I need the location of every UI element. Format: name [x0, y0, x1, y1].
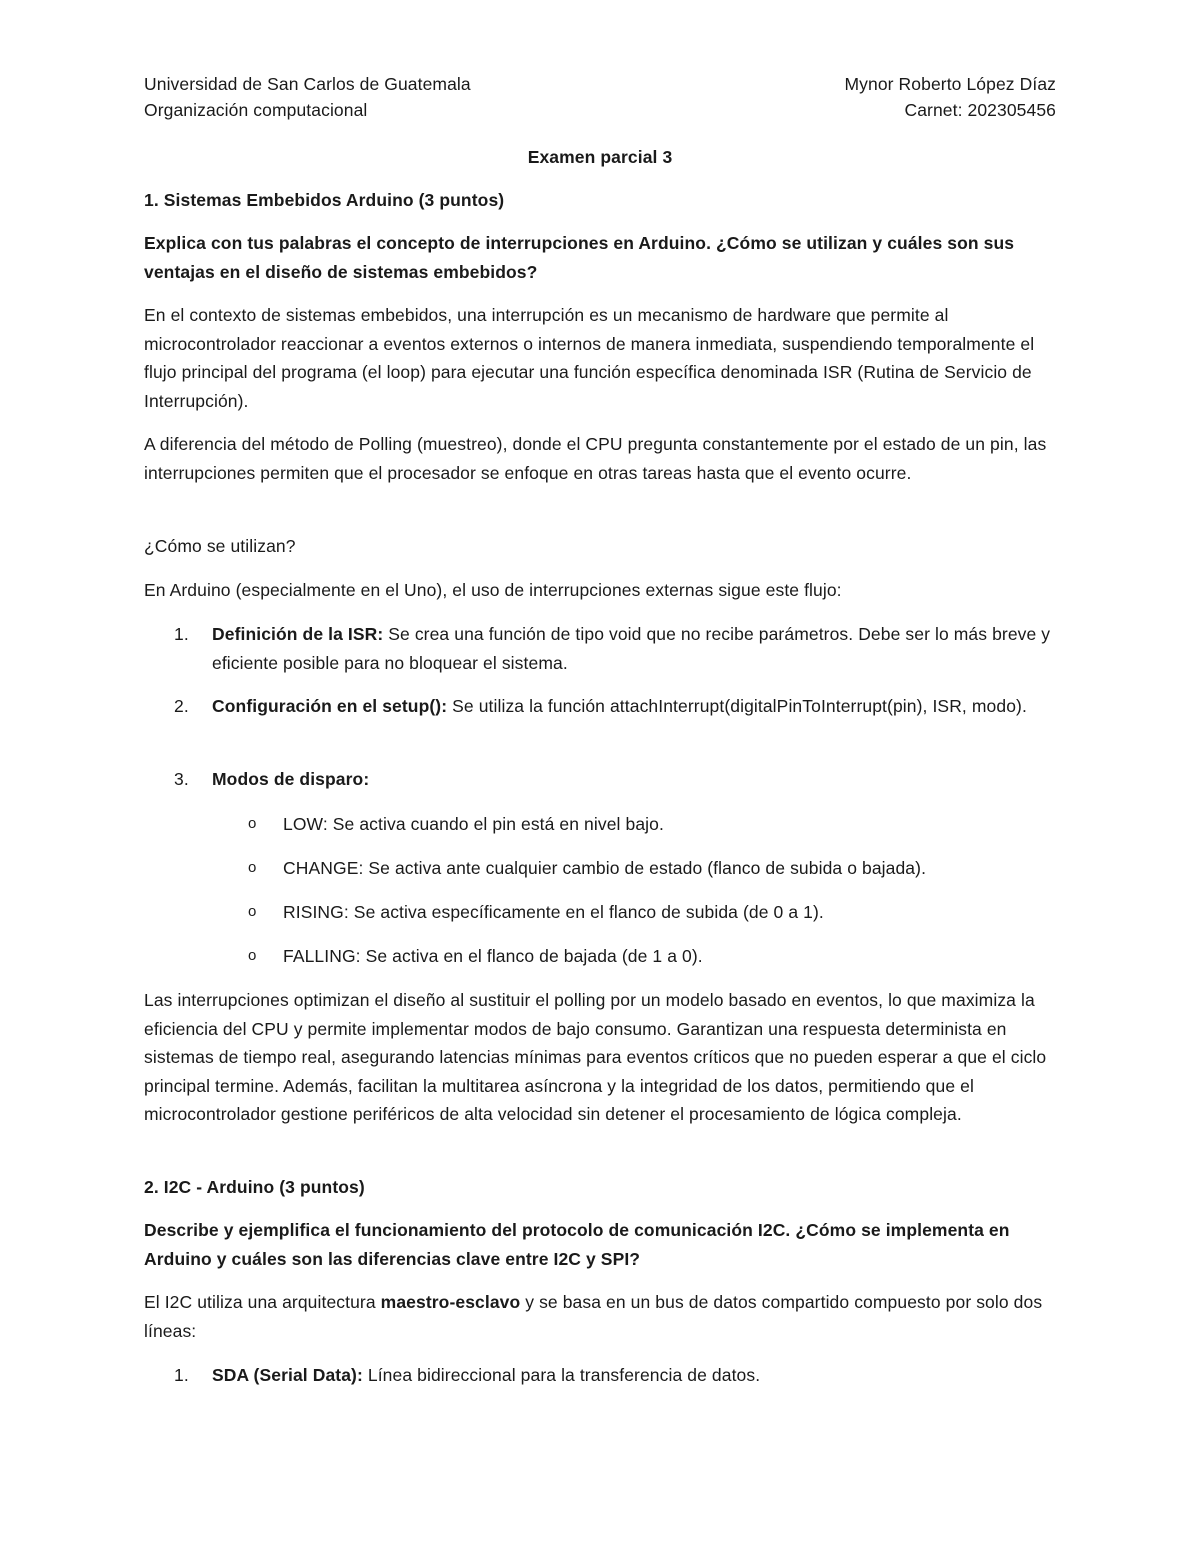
bullet-circle-icon: o [248, 903, 257, 920]
section-2-question: Describe y ejemplifica el funcionamiento del protocolo de comunicación I2C. ¿Cómo se implementa en Arduino y cuáles son las diferencias clave entre I2C y SPI? [144, 1220, 1010, 1269]
bullet-circle-icon: o [248, 815, 257, 832]
list-label: Configuración en el setup(): [212, 696, 448, 716]
mode-text: RISING: Se activa específicamente en el flanco de subida (de 0 a 1). [283, 902, 824, 922]
section-2-paragraph-1 [144, 1288, 1059, 1345]
student-id: Carnet: 202305456 [904, 100, 1056, 120]
page-title: Examen parcial 3 [527, 147, 673, 167]
section-1-question: Explica con tus palabras el concepto de interrupciones en Arduino. ¿Cómo se utilizan y cuáles son sus ventajas en el diseño de sistemas embebidos? [144, 233, 1015, 282]
paragraph-text: y se basa en un bus de datos compartido compuesto por solo dos líneas: [144, 1292, 1043, 1341]
bullet-circle-icon: o [248, 859, 257, 876]
list-text: Se utiliza la función attachInterrupt(digitalPinToInterrupt(pin), ISR, modo). [447, 696, 1027, 716]
list-number: 3. [174, 769, 189, 789]
course-name: Organización computacional [144, 100, 368, 120]
paragraph-text: El I2C utiliza una arquitectura [144, 1292, 381, 1312]
list-text: Se crea una función de tipo void que no recibe parámetros. Debe ser lo más breve y eficiente posible para no bloquear el sistema. [212, 624, 1051, 673]
list-label: Definición de la ISR: [212, 624, 384, 644]
section-1-paragraph-3: ¿Cómo se utilizan? [144, 536, 296, 556]
university-name: Universidad de San Carlos de Guatemala [144, 74, 471, 94]
list-label: Modos de disparo: [212, 769, 370, 789]
section-1-paragraph-1: En el contexto de sistemas embebidos, una interrupción es un mecanismo de hardware que permite al microcontrolador reaccionar a eventos externos o internos de manera inmediata, suspendiendo temporalmente el flujo principal del programa (el loop) para ejecutar una función específica denominada ISR (Rutina de Servicio de Interrupción). [144, 305, 1035, 411]
bullet-circle-icon: o [248, 947, 257, 964]
list-number: 1. [174, 1365, 189, 1385]
mode-text: FALLING: Se activa en el flanco de bajada (de 1 a 0). [283, 946, 703, 966]
list-label: SDA (Serial Data): [212, 1365, 363, 1385]
section-2-heading: 2. I2C - Arduino (3 puntos) [144, 1177, 365, 1197]
section-1-paragraph-2: A diferencia del método de Polling (muestreo), donde el CPU pregunta constantemente por el estado de un pin, las interrupciones permiten que el procesador se enfoque en otras tareas hasta que el evento ocurre. [144, 434, 1047, 483]
student-name: Mynor Roberto López Díaz [844, 74, 1056, 94]
list-number: 2. [174, 696, 189, 716]
section-1-paragraph-4: En Arduino (especialmente en el Uno), el uso de interrupciones externas sigue este flujo: [144, 580, 842, 600]
section-1-paragraph-5: Las interrupciones optimizan el diseño al sustituir el polling por un modelo basado en eventos, lo que maximiza la eficiencia del CPU y permite implementar modos de bajo consumo. Garantizan una respuesta determinista en sistemas de tiempo real, asegurando latencias mínimas para eventos críticos que no pueden esperar a que el ciclo principal termine. Además, facilitan la multitarea asíncrona y la integridad de los datos, permitiendo que el microcontrolador gestione periféricos de alta velocidad sin detener el procesamiento de lógica compleja. [144, 990, 1047, 1124]
paragraph-emphasis: maestro-esclavo [380, 1292, 521, 1312]
mode-text: LOW: Se activa cuando el pin está en nivel bajo. [283, 814, 664, 834]
list-number: 1. [174, 624, 189, 644]
list-text: Línea bidireccional para la transferencia de datos. [362, 1365, 761, 1385]
mode-text: CHANGE: Se activa ante cualquier cambio de estado (flanco de subida o bajada). [283, 858, 927, 878]
section-1-heading: 1. Sistemas Embebidos Arduino (3 puntos) [144, 190, 505, 210]
